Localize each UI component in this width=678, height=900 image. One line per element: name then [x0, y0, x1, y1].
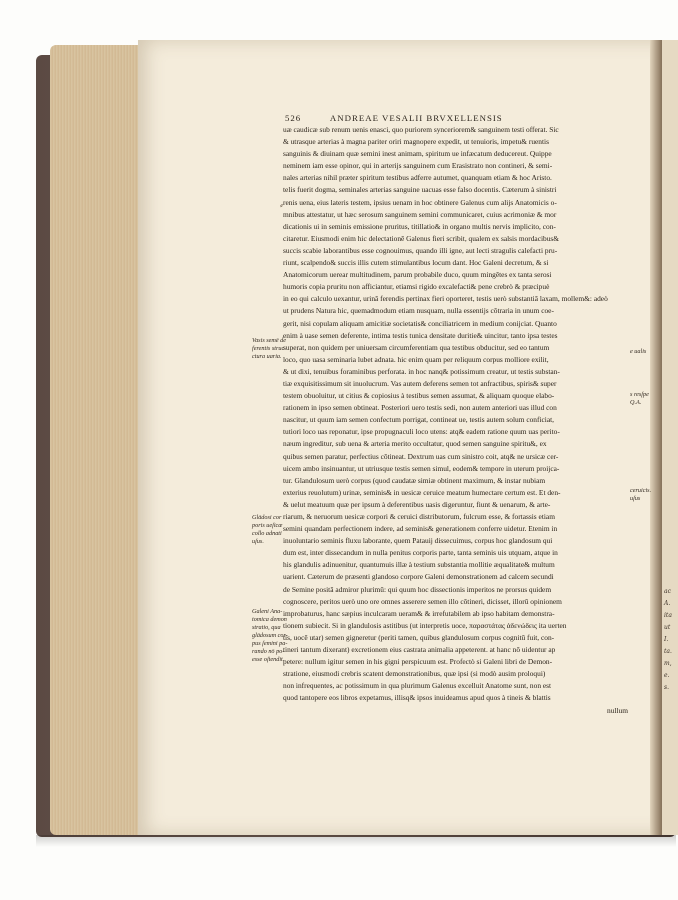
- text-line: succis scabie laborantibus esse cognouimus, quando illi igne, aut lecti stragulis calefacti pru-: [283, 245, 558, 255]
- facing-page-mark: s.: [664, 684, 669, 691]
- text-line: his glandulis adinuenitur, quantumuis illæ à testium substantia mollitie æqualitate& multum: [283, 560, 555, 570]
- text-line: citaretur. Eiusmodi enim hic delectationē Galenus fieri scribit, qualem ex salsis mordacibus&: [283, 233, 560, 243]
- text-line: & ut dixi, tenuibus foraminibus perforata. in hoc nanq& potissimum creatur, ut testis substan-: [283, 366, 560, 376]
- text-line: testem obuoluitur, ut citius & copiosius à testibus semen assumat, & aliquam quoque elabo-: [283, 391, 555, 401]
- text-line: dicationis ui in seminis emissione pruritus, titillatio& in organo multis nervis implicito, con-: [283, 221, 556, 231]
- text-line: non infrequentes, ac potissimum in qua plurimum Galenus excelluit Anatome sunt, non est: [283, 681, 552, 691]
- facing-page-mark: I.: [664, 636, 669, 643]
- body-text: [283, 124, 628, 717]
- page-header: [285, 113, 503, 123]
- text-line: riunt, scalpendo& succis illis cutem stimulantibus locum dant. Hoc Galeni decretum, & si: [283, 258, 549, 268]
- text-line: telis fuerit dogma, seminales arterias sanguine uacuas esse falso docentis. Cæterum à sinistri: [283, 185, 557, 195]
- text-line: petere: nullum igitur semen in his gigni perspicuum est. Profectò si Galeni libri de Demon-: [283, 657, 553, 667]
- page-edges: [50, 45, 150, 835]
- text-line: in eo qui calculo uexantur, urinā ferendis pertinax fieri oporteret, testis uerò substantiā laxam, mollem&: adeò: [283, 294, 608, 304]
- facing-page-mark: ac: [664, 588, 671, 595]
- margin-note-right-3: ceruicis. uſus: [630, 487, 652, 502]
- running-title: ANDREAE VESALII BRVXELLENSIS: [329, 113, 503, 123]
- facing-page-mark: ta.: [664, 648, 672, 655]
- text-line: nales arterias nihil præter spiritum testibus adferre autumet, quanquam etiam & hoc Aristo.: [283, 173, 552, 183]
- text-line: superat, non quidem per uniuersam circumferentiam qua testibus obducitur, sed eo tantum: [283, 342, 550, 352]
- text-line: quibus semen paratur, perfectius cōtineat. Dextrum uas cum sinistro coit, atq& ne ursicæ cer-: [283, 451, 559, 461]
- text-line: mnibus attestatur, ut hæc serosum sanguinem semini communicaret, cuius acrimoniæ & mor: [283, 209, 557, 219]
- text-line: nullum: [607, 705, 628, 715]
- text-line: sanguinis & diuinam quæ semini inest animam, spiritum ue infæcatum deducereut. Quippe: [283, 149, 552, 159]
- text-line: humoris copia pruritu non afficiantur, etiamsi rigido excalefacti& pene crebrò & præcipuè: [283, 282, 550, 292]
- text-line: gerit, nisi copulam aliquam amicitiæ societatis& conciliatricem in medium conijciat. Quanto: [283, 318, 557, 328]
- text-line: riarum, & neruorum uesicæ corpori & ceruici distributorum, fulcrum esse, & fortassis etiam: [283, 512, 555, 521]
- facing-page-mark: ita: [664, 612, 672, 619]
- margin-note-glandular-body: Glādosi cor poris ueſicæ collo adnati uſus.: [252, 514, 283, 545]
- text-line: uæ caudicæ sub renum uenis enasci, quo puriorem synceriorem& sanguinem testi offerat. Sic: [283, 125, 559, 134]
- facing-page-mark: e.: [664, 672, 670, 679]
- text-line: tineri tantum dixerant) excretionem eius castrata animalia appeterent. at hanc nō uidentur ap: [283, 645, 556, 655]
- margin-note-vas-deferens: Vasis semē de ferentis struc ctura uaria.: [252, 337, 287, 360]
- text-line: nascitur, ut quum iam semen confectum porrigat, contineat ue, testis autem solum conficiat,: [283, 415, 555, 425]
- page-number: 526: [285, 113, 302, 123]
- text-line: neminem iam esse opinor, qui in arterijs sanguinem cum Erasistrato non contineri, & semi-: [283, 161, 553, 171]
- text-line: quod tantopere eos libros expetamus, illisq& ipsos inuideamus apud quos à tineis & blattis: [283, 693, 551, 703]
- text-line: tiæ exquisitissimum sit inuolucrum. Vas autem deferens semen tot anfractibus, spiris& super: [283, 378, 557, 388]
- text-line: tis, uocē utar) semen gigneretur (periti tamen, quibus glandulosum corpus cognitū fuit, con-: [283, 632, 555, 642]
- text-line: stratione, eiusmodi crebris scatent demonstrationibus, quæ ipsi (si modò ausim proloqui): [283, 669, 546, 679]
- text-line: semini quandam perfectionem indere, ad seminis& generationem conferre uidetur. Etenim in: [283, 524, 558, 534]
- text-line: uicem ambo insinuantur, ut utriusque testis semen simul, eodem& tempore in uterum proijca-: [283, 463, 560, 473]
- text-line: loco, quo uasa seminaria lubet adnata. hic enim quam per reliquum corpus molliore exilit,: [283, 354, 549, 364]
- margin-note-right-2: s resſpe Q.A.: [630, 391, 649, 406]
- text-line: Anatomicorum uerear multitudinem, parum probabile duco, quum mingētes ex tanta serosi: [283, 270, 552, 280]
- paragraph-mark-icon: ⸗: [280, 201, 283, 211]
- text-line: rationem in ipso semen obtineat. Posteriori uero testis sedi, non autem anteriori uas illud con: [283, 403, 557, 413]
- text-line: næum ingreditur, sub uena & arteria merito occultatur, quod semen sanguine spiritu&, ex: [283, 439, 547, 449]
- facing-page: [662, 40, 678, 835]
- text-line: improbaturus, hanc sæpius inculcaram ueram& & irrefutabilem ab ipso habitam demonstra-: [283, 608, 555, 618]
- margin-note-right-1: e ualis: [630, 348, 647, 355]
- facing-page-mark: A.: [664, 600, 671, 607]
- bottom-shadow: [36, 835, 676, 847]
- facing-page-mark: m,: [664, 660, 672, 667]
- text-line: inuoluntario seminis fluxu laborante, quem Patauij dissecuimus, corpus hoc glandosum qui: [283, 536, 553, 546]
- text-line: exterius reuolutum) urinæ, seminis& in uesicæ ceruice meatum humectare certum est. Et den-: [283, 487, 561, 497]
- text-line: tionem subiecit. Si in glandulosis astitibus (ut interpretis uoce, παραστάτας ἀδενώδεις ita uerten: [283, 620, 567, 630]
- text-line: uarient. Cæterum de præsenti glandoso corpore Galeni demonstrationem ad calcem secundi: [283, 572, 554, 582]
- text-line: renis uena, eius lateris testem, ipsius uenam in hoc obtinere Galenus cum alijs Anatomicis o-: [283, 197, 557, 207]
- text-line: ut prudens Natura hic, quemadmodum etiam nusquam, nulla essentijs cōtraria in unum coe-: [283, 306, 554, 316]
- text-line: cognoscere, peritos uerò uno ore omnes asserere semen illo cōtineri, dicisset, illorū opinionem: [283, 596, 562, 606]
- text-line: & uelut meatuum quæ per ipsum à deferentibus uasis digeruntur, fiunt & uenarum, & arte-: [283, 499, 551, 509]
- text-line: tutiori loco uas reponatur, ipse propugnaculi loco utens: atq& eadem ratione quum uas perito-: [283, 427, 560, 437]
- text-line: enim à uase semen deferente, intima testis tunica densitate duritie& uincitur, tanto ipsa testes: [283, 330, 558, 340]
- text-line: tur. Glandulosum uerò corpus (quod caudatæ simiæ obtinent maximum, & instar nubiam: [283, 475, 546, 485]
- facing-page-mark: ut: [664, 624, 671, 631]
- text-line: dum est, inter dissecandum in nulla penitus corporis parte, tanta seminis uis utquam, atque in: [283, 548, 558, 558]
- text-line: de Semine positā admiror plurimū: qui quum hoc dissectionis imperitos ne prorsus quidem: [283, 584, 552, 594]
- text-line: & utrasque arterias à magna pariter oriri magnopere expedit, ut tenuioris, impetu& ruentis: [283, 137, 549, 147]
- margin-note-galen-demonstration: Galeni Ana-tomica demon stratio, qua glādosum cor-pus ſemini pa-rando nō po-esse oſtendit.: [252, 608, 288, 663]
